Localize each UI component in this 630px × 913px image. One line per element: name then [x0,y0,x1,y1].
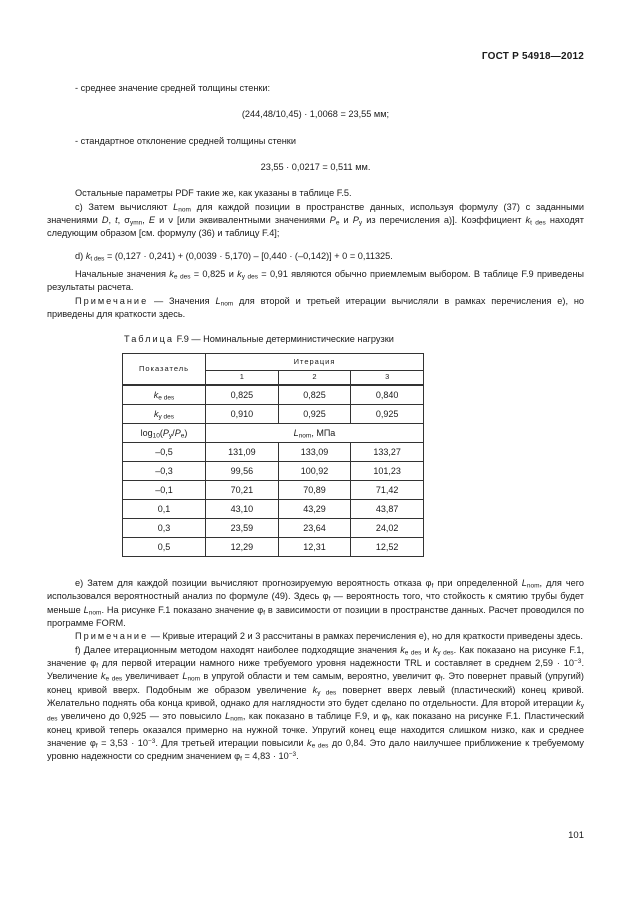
iteration-2-header: 2 [278,371,351,386]
lnom-header: $L_{nom}$, МПа [206,424,424,443]
note-2: Примечание — Кривые итераций 2 и 3 рассчитаны в рамках перечисления е), но для краткости приведены здесь. [75,631,583,642]
table-cell: 23,64 [278,519,351,538]
table-cell: 70,89 [278,481,351,500]
row-label-ke: $k_{e des}$ [123,385,206,405]
table-cell: 71,42 [351,481,424,500]
table-cell: 0,840 [351,385,424,405]
table-caption: Таблица F.9 — Номинальные детерминистические нагрузки [124,334,394,344]
paragraph-d-formula: d) $k_{t des} = (0,127 \cdot 0,241) + (0,0039 \cdot 5,170) - [0,440 \cdot (-0,142)] + 0 = 0,11325$. [75,250,393,263]
list-item-std: - стандартное отклонение средней толщины стенки [75,135,296,146]
table-cell: 0,925 [351,405,424,424]
table-f9 [122,333,430,557]
lower-text-block [47,577,584,764]
table-cell: 100,92 [278,462,351,481]
table-cell: 24,02 [351,519,424,538]
table-row [123,538,424,557]
iteration-1-header: 1 [206,371,279,386]
page-number: 101 [568,830,584,841]
table-row [123,462,424,481]
table-row-subheader [123,424,424,443]
table-cell: 0,3 [123,519,206,538]
table-cell: 23,59 [206,519,279,538]
paragraph-c: с) Затем вычисляют $L_{nom}$ для каждой позиции в пространстве данных, используя формулу (37) с заданными значениями D, t, $\sigma_{ymn}$, E и ν [или эквивалентными значениями $P_e$ и $P_y$ из перечисления а)]. Коэффициент $k_{t des}$ находят следующим образом [см. формулу (36) и таблицу F.4]; [47,201,585,239]
table-row [123,519,424,538]
table-cell: 0,1 [123,500,206,519]
table-cell: 43,29 [278,500,351,519]
table-cell: 0,910 [206,405,279,424]
note-1: Примечание — Значения $L_{nom}$ для второй и третьей итерации вычисляли в рамках перечисления е), но приведены для краткости здесь. [47,295,585,320]
table-cell: 133,27 [351,443,424,462]
table-row [123,500,424,519]
table-cell: 0,825 [206,385,279,405]
standard-header: ГОСТ Р 54918—2012 [481,51,584,62]
table-cell: 43,87 [351,500,424,519]
table-row-ky [123,405,424,424]
table-cell: 131,09 [206,443,279,462]
table-row [123,481,424,500]
table-cell: 12,29 [206,538,279,557]
table-cell: –0,5 [123,443,206,462]
table-cell: 133,09 [278,443,351,462]
table-cell: 43,10 [206,500,279,519]
formula-mean: (244,48/10,45) · 1,0068 = 23,55 мм; [241,109,390,120]
table-cell: 0,925 [278,405,351,424]
paragraph-e: е) Затем для каждой позиции вычисляют прогнозируемую вероятность отказа $\varphi_f$ при определенной $L_{nom}$, для чего использовался вероятностный анализ по формуле (49). Здесь $\varphi_f$ — вероятность того, что стойкость к смятию трубы будет меньше $L_{nom}$. На рисунке F.1 показано значение $\varphi_f$ в зависимости от позиции в пространстве данных. Расчет проводился по программе FORM. [47,578,584,629]
table-cell: –0,1 [123,481,206,500]
formula-std: 23,55 · 0,0217 = 0,511 мм. [260,162,371,173]
iteration-3-header: 3 [351,371,424,386]
table-cell: 101,23 [351,462,424,481]
upper-text-block [47,82,584,321]
paragraph-initial-values: Начальные значения $k_{e des} = 0,825$ и $k_{y des} = 0,91$ являются обычно приемлемым выбором. В таблице F.9 приведены результаты расчета. [47,269,584,293]
col-header-label: Показатель [123,354,206,386]
paragraph-f: f) Далее итерационным методом находят наиболее подходящие значения $k_{e des}$ и $k_{y des}$. Как показано на рисунке F.1, значение $\varphi_f$ для первой итерации намного ниже требуемого уровня надежности TRL и составляет в среднем $2,59 \cdot 10^{-3}$. Увеличение $k_{e des}$ увеличивает $L_{nom}$ в упругой области и тем самым, вероятно, увеличит $\varphi_f$. Это повернет правый (упругий) конец кривой вверх. Подобным же образом увеличение $k_{y des}$ повернет вверх левый (пластический) конец кривой. Желательно поднять оба конца кривой, однако для наглядности это будет сделано по отдельности. Для второй итерации $k_{y des}$ увеличено до 0,925 — это повысило $L_{nom}$, как показано в таблице F.9, и $\varphi_f$, как показано на рисунке F.1. Пластический конец кривой теперь оказался примерно на нужной точке. Упругий конец еще находится слишком низко, как и среднее значение $\varphi_f = 3,53 \cdot 10^{-3}$. Для третьей итерации повысили $k_{e des}$ до 0,84. Это дало наилучшее приближение к требуемому уровню надежности со средним значением $\varphi_f = 4,83 \cdot 10^{-3}$. [47,644,584,763]
table-cell: 70,21 [206,481,279,500]
table-cell: 0,5 [123,538,206,557]
table-row-ke [123,385,424,405]
list-item-mean: - среднее значение средней толщины стенки: [75,83,271,93]
table-cell: –0,3 [123,462,206,481]
table-cell: 12,52 [351,538,424,557]
col-header-iteration: Итерация [206,354,424,371]
row-label-ky: $k_{y des}$ [123,405,206,424]
table-cell: 12,31 [278,538,351,557]
table-cell: 0,825 [278,385,351,405]
table-row [123,443,424,462]
table-cell: 99,56 [206,462,279,481]
log-ratio-header: $\log_{10}(P_y/P_e)$ [123,424,206,443]
loads-table [122,353,424,557]
paragraph-other-params: Остальные параметры PDF такие же, как указаны в таблице F.5. [75,188,352,199]
